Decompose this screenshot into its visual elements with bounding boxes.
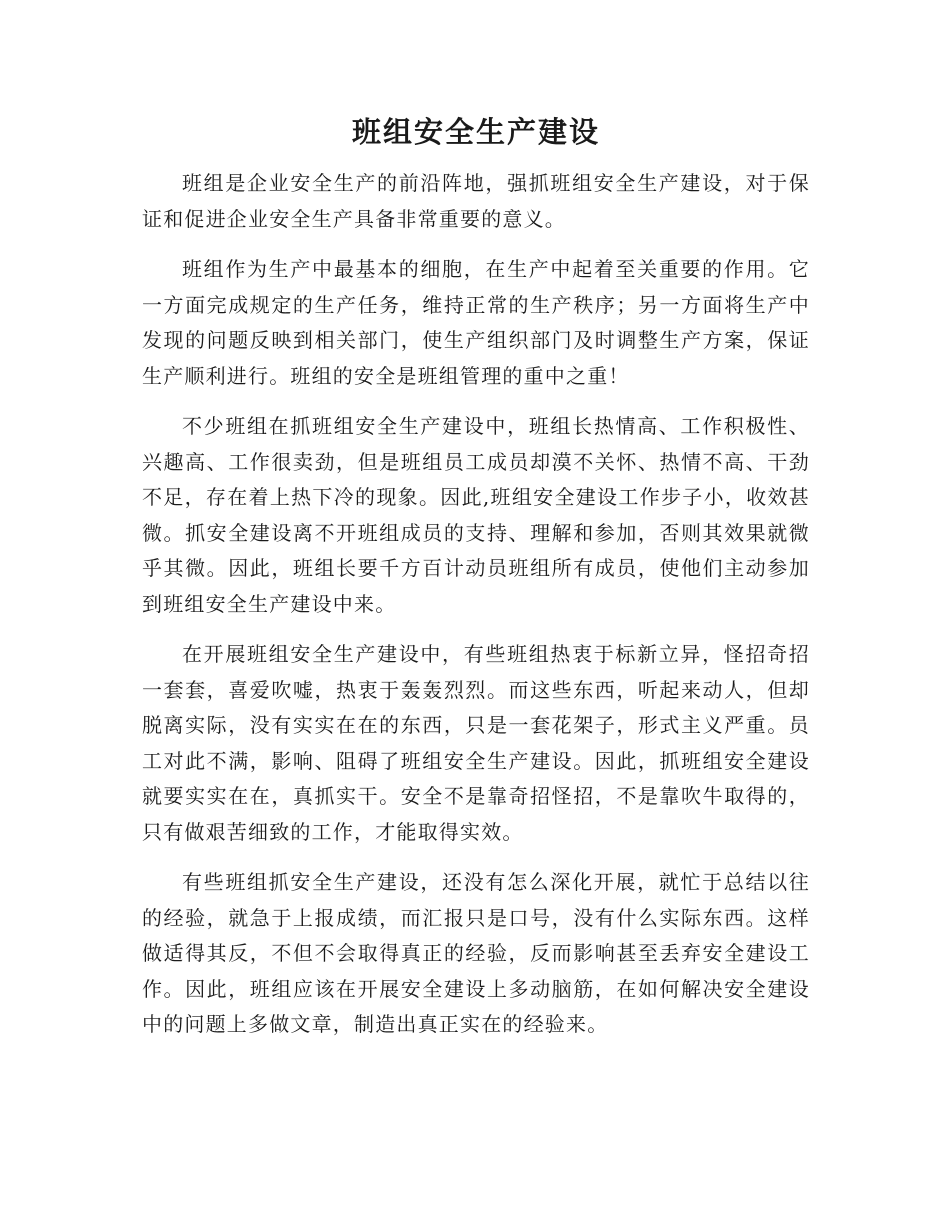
paragraph-3: 不少班组在抓班组安全生产建设中，班组长热情高、工作积极性、兴趣高、工作很卖劲，但是班组员工成员却漠不关怀、热情不高、干劲不足，存在着上热下冷的现象。因此,班组安全建设工作步子小，收效甚微。抓安全建设离不开班组成员的支持、理解和参加，否则其效果就微乎其微。因此，班组长要千方百计动员班组所有成员，使他们主动参加到班组安全生产建设中来。 <box>142 414 810 616</box>
document-title: 班组安全生产建设 <box>351 115 600 149</box>
document-page <box>142 108 810 1058</box>
paragraph-5: 有些班组抓安全生产建设，还没有怎么深化开展，就忙于总结以往的经验，就急于上报成绩，而汇报只是口号，没有什么实际东西。这样做适得其反，不但不会取得真正的经验，反而影响甚至丢弃安全建设工作。因此，班组应该在开展安全建设上多动脑筋，在如何解决安全建设中的问题上多做文章，制造出真正实在的经验来。 <box>142 870 810 1036</box>
paragraph-4: 在开展班组安全生产建设中，有些班组热衷于标新立异，怪招奇招一套套，喜爱吹嘘，热衷于轰轰烈烈。而这些东西，听起来动人，但却脱离实际，没有实实在在的东西，只是一套花架子，形式主义严重。员工对此不满，影响、阻碍了班组安全生产建设。因此，抓班组安全建设就要实实在在，真抓实干。安全不是靠奇招怪招，不是靠吹牛取得的，只有做艰苦细致的工作，才能取得实效。 <box>142 642 810 844</box>
paragraph-2: 班组作为生产中最基本的细胞，在生产中起着至关重要的作用。它一方面完成规定的生产任务，维持正常的生产秩序；另一方面将生产中发现的问题反映到相关部门，使生产组织部门及时调整生产方案，保证生产顺利进行。班组的安全是班组管理的重中之重！ <box>142 257 810 388</box>
paragraph-1: 班组是企业安全生产的前沿阵地，强抓班组安全生产建设，对于保证和促进企业安全生产具备非常重要的意义。 <box>142 171 810 231</box>
